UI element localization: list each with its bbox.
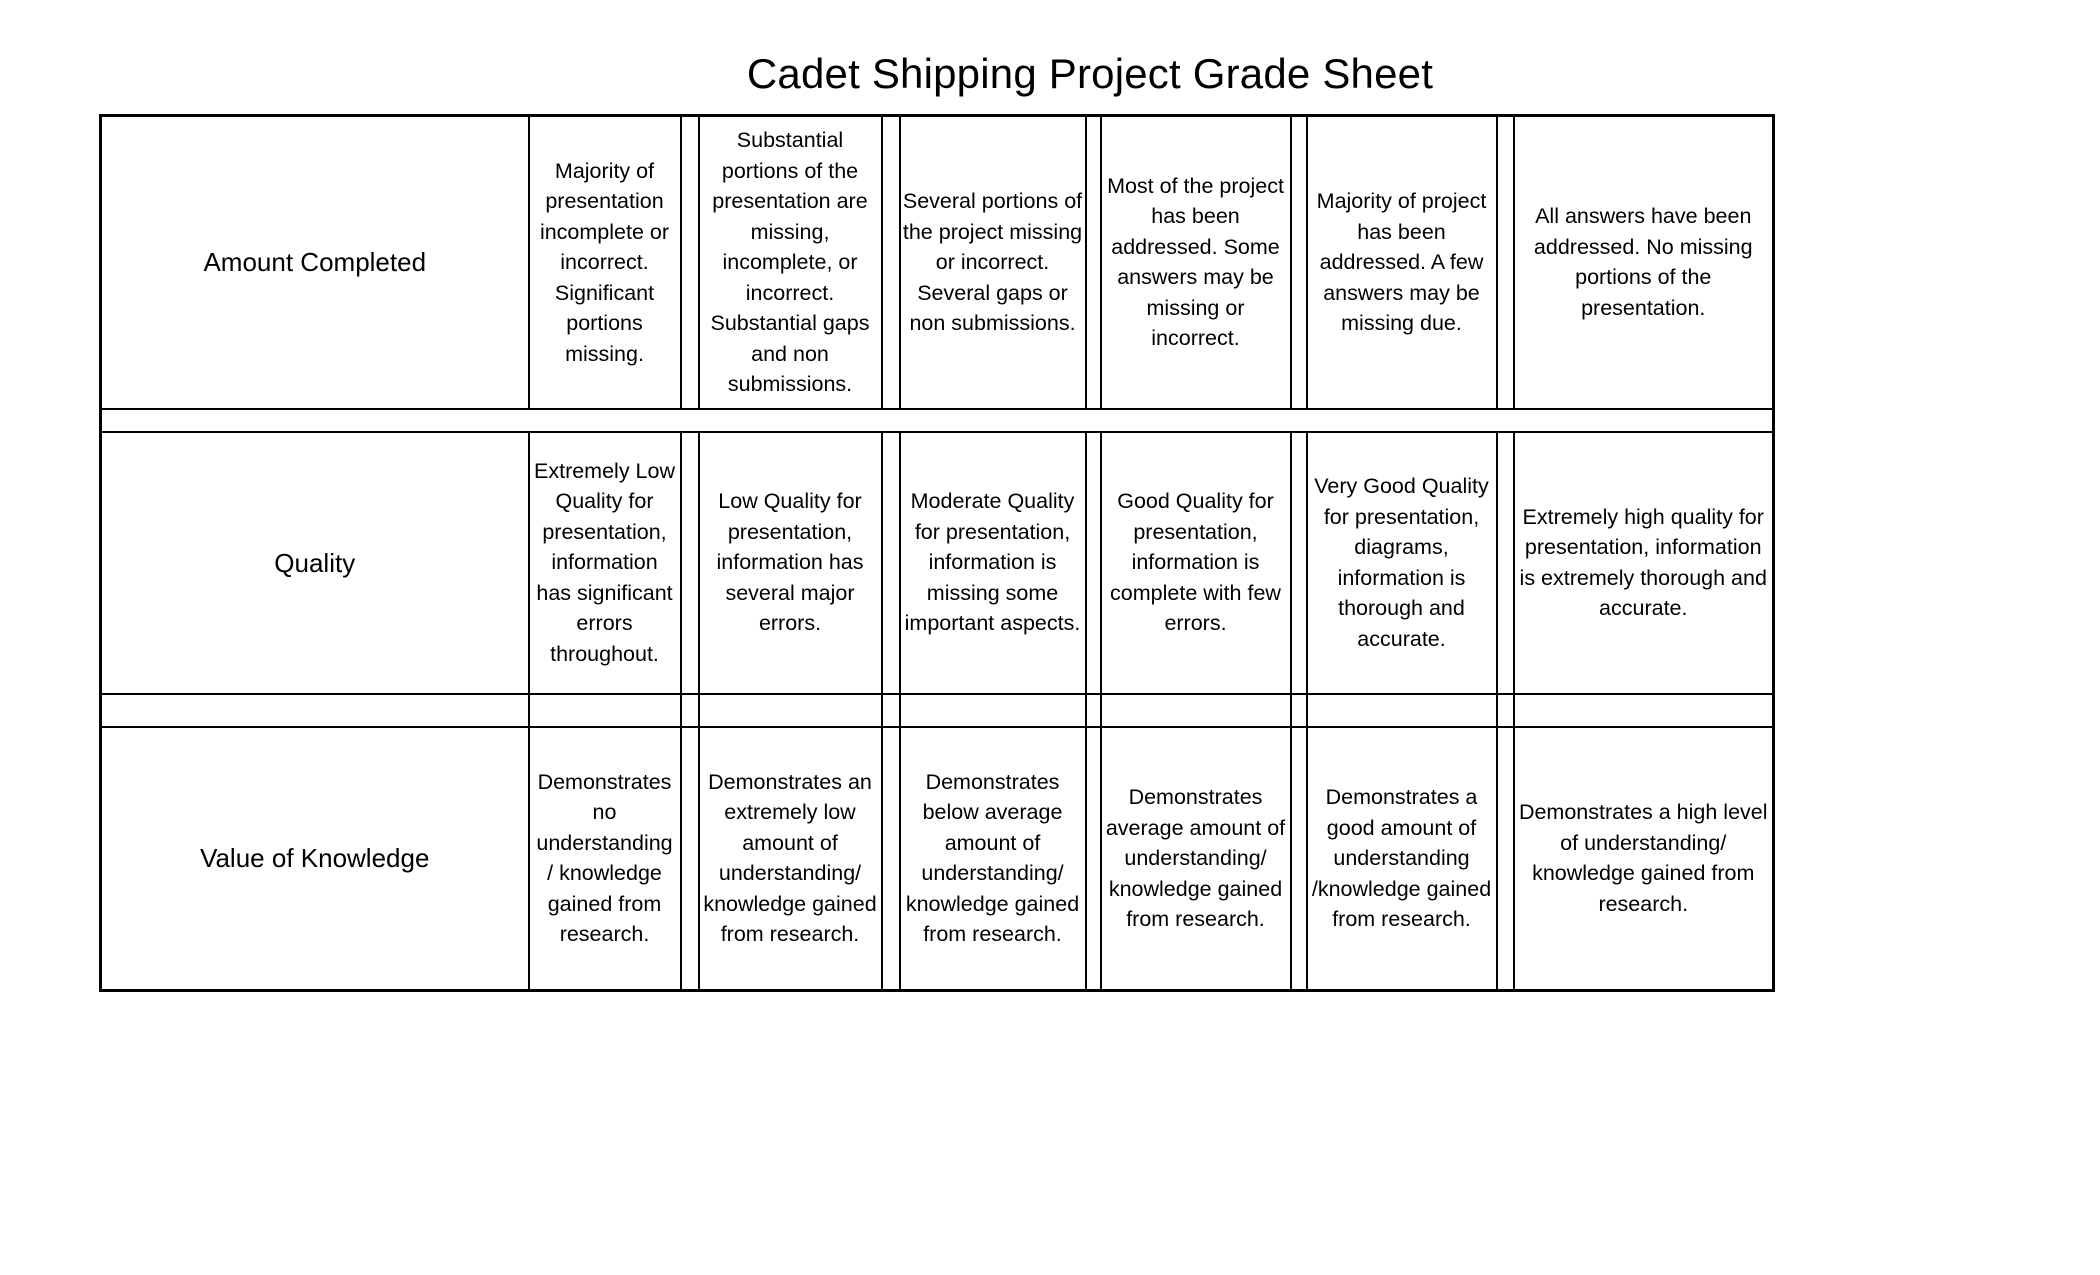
level-5-cell: Demonstrates a good amount of understanding /knowledge gained from research. (1307, 727, 1497, 991)
page-title: Cadet Shipping Project Grade Sheet (746, 50, 1434, 97)
level-1-cell: Demonstrates no understanding / knowledge gained from research. (529, 727, 681, 991)
level-5-cell: Majority of project has been addressed. A few answers may be missing due. (1307, 116, 1497, 409)
score-cell (681, 432, 699, 694)
grade-sheet-table (99, 114, 1775, 992)
spacer-cell (1101, 694, 1291, 727)
spacer-cell (529, 694, 681, 727)
spacer-cell (681, 694, 699, 727)
score-cell (1086, 727, 1101, 991)
level-3-cell: Several portions of the project missing or incorrect. Several gaps or non submissions. (900, 116, 1086, 409)
spacer-cell (1497, 694, 1514, 727)
score-cell (1291, 727, 1307, 991)
level-4-cell: Demonstrates average amount of understanding/ knowledge gained from research. (1101, 727, 1291, 991)
criterion-label: Value of Knowledge (101, 727, 529, 991)
score-cell (882, 116, 900, 409)
table-row (101, 432, 1774, 694)
score-cell (1291, 116, 1307, 409)
score-cell (1086, 432, 1101, 694)
spacer-cell (101, 409, 1774, 432)
spacer-cell (699, 694, 882, 727)
spacer-cell (1086, 694, 1101, 727)
criterion-label: Amount Completed (101, 116, 529, 409)
level-6-cell: All answers have been addressed. No missing portions of the presentation. (1514, 116, 1774, 409)
level-2-cell: Demonstrates an extremely low amount of understanding/ knowledge gained from research. (699, 727, 882, 991)
spacer-cell (1514, 694, 1774, 727)
level-1-cell: Majority of presentation incomplete or incorrect. Significant portions missing. (529, 116, 681, 409)
level-2-cell: Substantial portions of the presentation are missing, incomplete, or incorrect. Substantial gaps and non submissions. (699, 116, 882, 409)
score-cell (1086, 116, 1101, 409)
level-1-cell: Extremely Low Quality for presentation, information has significant errors throughout. (529, 432, 681, 694)
score-cell (1497, 432, 1514, 694)
level-3-cell: Demonstrates below average amount of understanding/ knowledge gained from research. (900, 727, 1086, 991)
criterion-label: Quality (101, 432, 529, 694)
spacer-row (101, 694, 1774, 727)
spacer-row (101, 409, 1774, 432)
spacer-cell (900, 694, 1086, 727)
level-2-cell: Low Quality for presentation, information has several major errors. (699, 432, 882, 694)
table-row (101, 727, 1774, 991)
score-cell (681, 727, 699, 991)
spacer-cell (1307, 694, 1497, 727)
level-4-cell: Good Quality for presentation, information is complete with few errors. (1101, 432, 1291, 694)
level-6-cell: Extremely high quality for presentation, information is extremely thorough and accurate. (1514, 432, 1774, 694)
level-3-cell: Moderate Quality for presentation, information is missing some important aspects. (900, 432, 1086, 694)
level-6-cell: Demonstrates a high level of understanding/ knowledge gained from research. (1514, 727, 1774, 991)
level-5-cell: Very Good Quality for presentation, diagrams, information is thorough and accurate. (1307, 432, 1497, 694)
score-cell (1497, 116, 1514, 409)
score-cell (1291, 432, 1307, 694)
spacer-cell (1291, 694, 1307, 727)
score-cell (1497, 727, 1514, 991)
spacer-cell (882, 694, 900, 727)
score-cell (882, 432, 900, 694)
score-cell (882, 727, 900, 991)
spacer-cell (101, 694, 529, 727)
level-4-cell: Most of the project has been addressed. Some answers may be missing or incorrect. (1101, 116, 1291, 409)
score-cell (681, 116, 699, 409)
table-row (101, 116, 1774, 409)
